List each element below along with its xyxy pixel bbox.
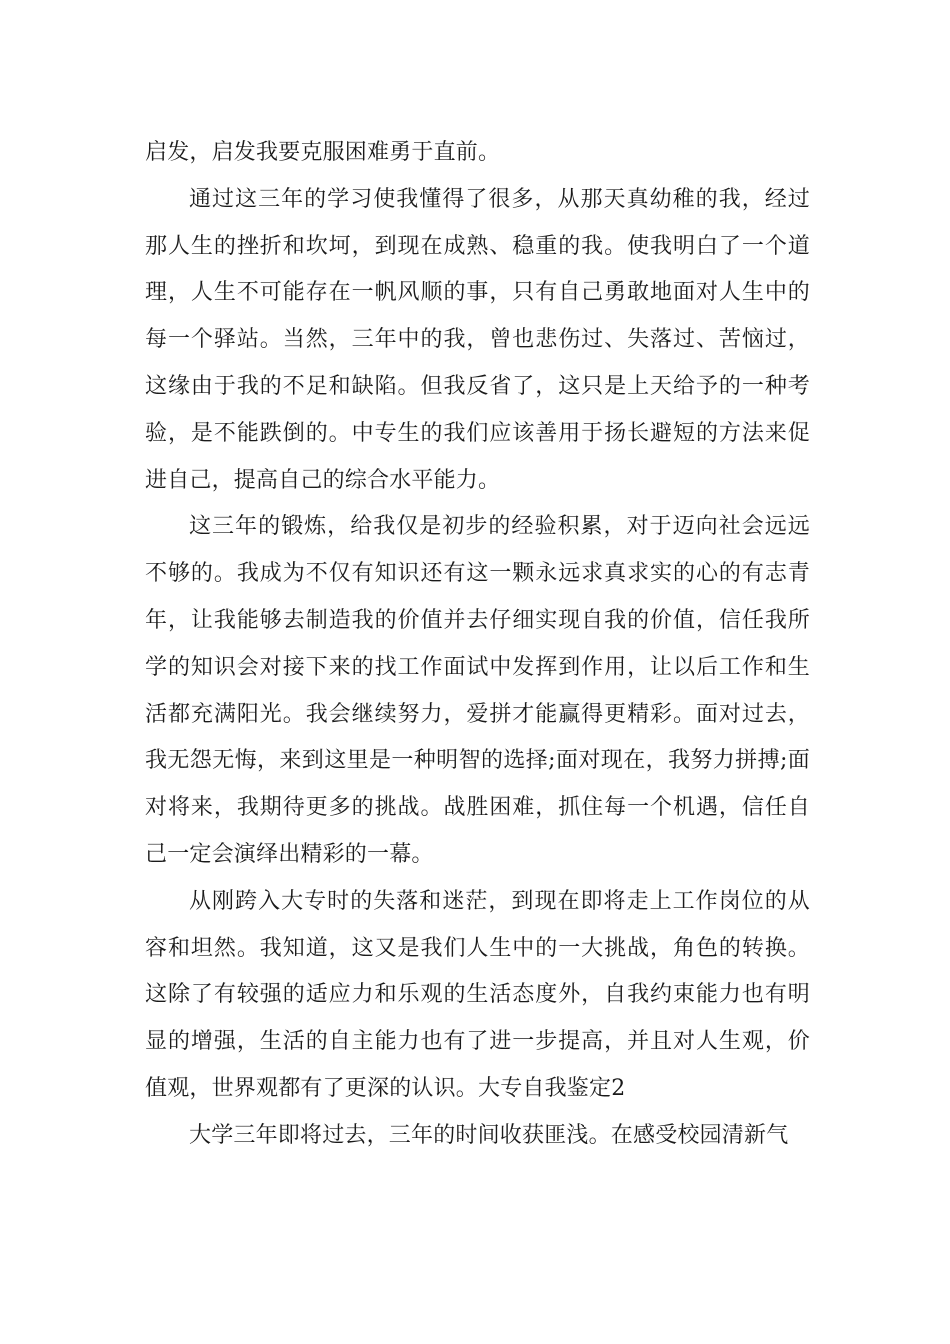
paragraph-1: 启发，启发我要克服困难勇于直前。	[145, 140, 501, 165]
paragraph-5: 大学三年即将过去，三年的时间收获匪浅。在感受校园清新气	[189, 1122, 789, 1148]
paragraph-4: 从刚跨入大专时的失落和迷茫，到现在即将走上工作岗位的从容和坦然。我知道，这又是我们人生中的一大挑战，角色的转换。这除了有较强的适应力和乐观的生活态度外，自我约束能力也有明显的增强，生活的自主能力也有了进一步提高，并且对人生观，价值观，世界观都有了更深的认识。大专自我鉴定2	[145, 888, 810, 1101]
paragraph-3: 这三年的锻炼，给我仅是初步的经验积累，对于迈向社会远远不够的。我成为不仅有知识还有这一颗永远求真求实的心的有志青年，让我能够去制造我的价值并去仔细实现自我的价值，信任我所学的知识会对接下来的找工作面试中发挥到作用，让以后工作和生活都充满阳光。我会继续努力，爱拼才能赢得更精彩。面对过去，我无怨无悔，来到这里是一种明智的选择;面对现在，我努力拼搏;面对将来，我期待更多的挑战。战胜困难，抓住每一个机遇，信任自己一定会演绎出精彩的一幕。	[145, 514, 810, 867]
paragraph-2: 通过这三年的学习使我懂得了很多，从那天真幼稚的我，经过那人生的挫折和坎坷，到现在成熟、稳重的我。使我明白了一个道理，人生不可能存在一帆风顺的事，只有自己勇敢地面对人生中的每一个驿站。当然，三年中的我，曾也悲伤过、失落过、苦恼过，这缘由于我的不足和缺陷。但我反省了，这只是上天给予的一种考验，是不能跌倒的。中专生的我们应该善用于扬长避短的方法来促进自己，提高自己的综合水平能力。	[145, 186, 810, 493]
document-body	[145, 130, 810, 1160]
